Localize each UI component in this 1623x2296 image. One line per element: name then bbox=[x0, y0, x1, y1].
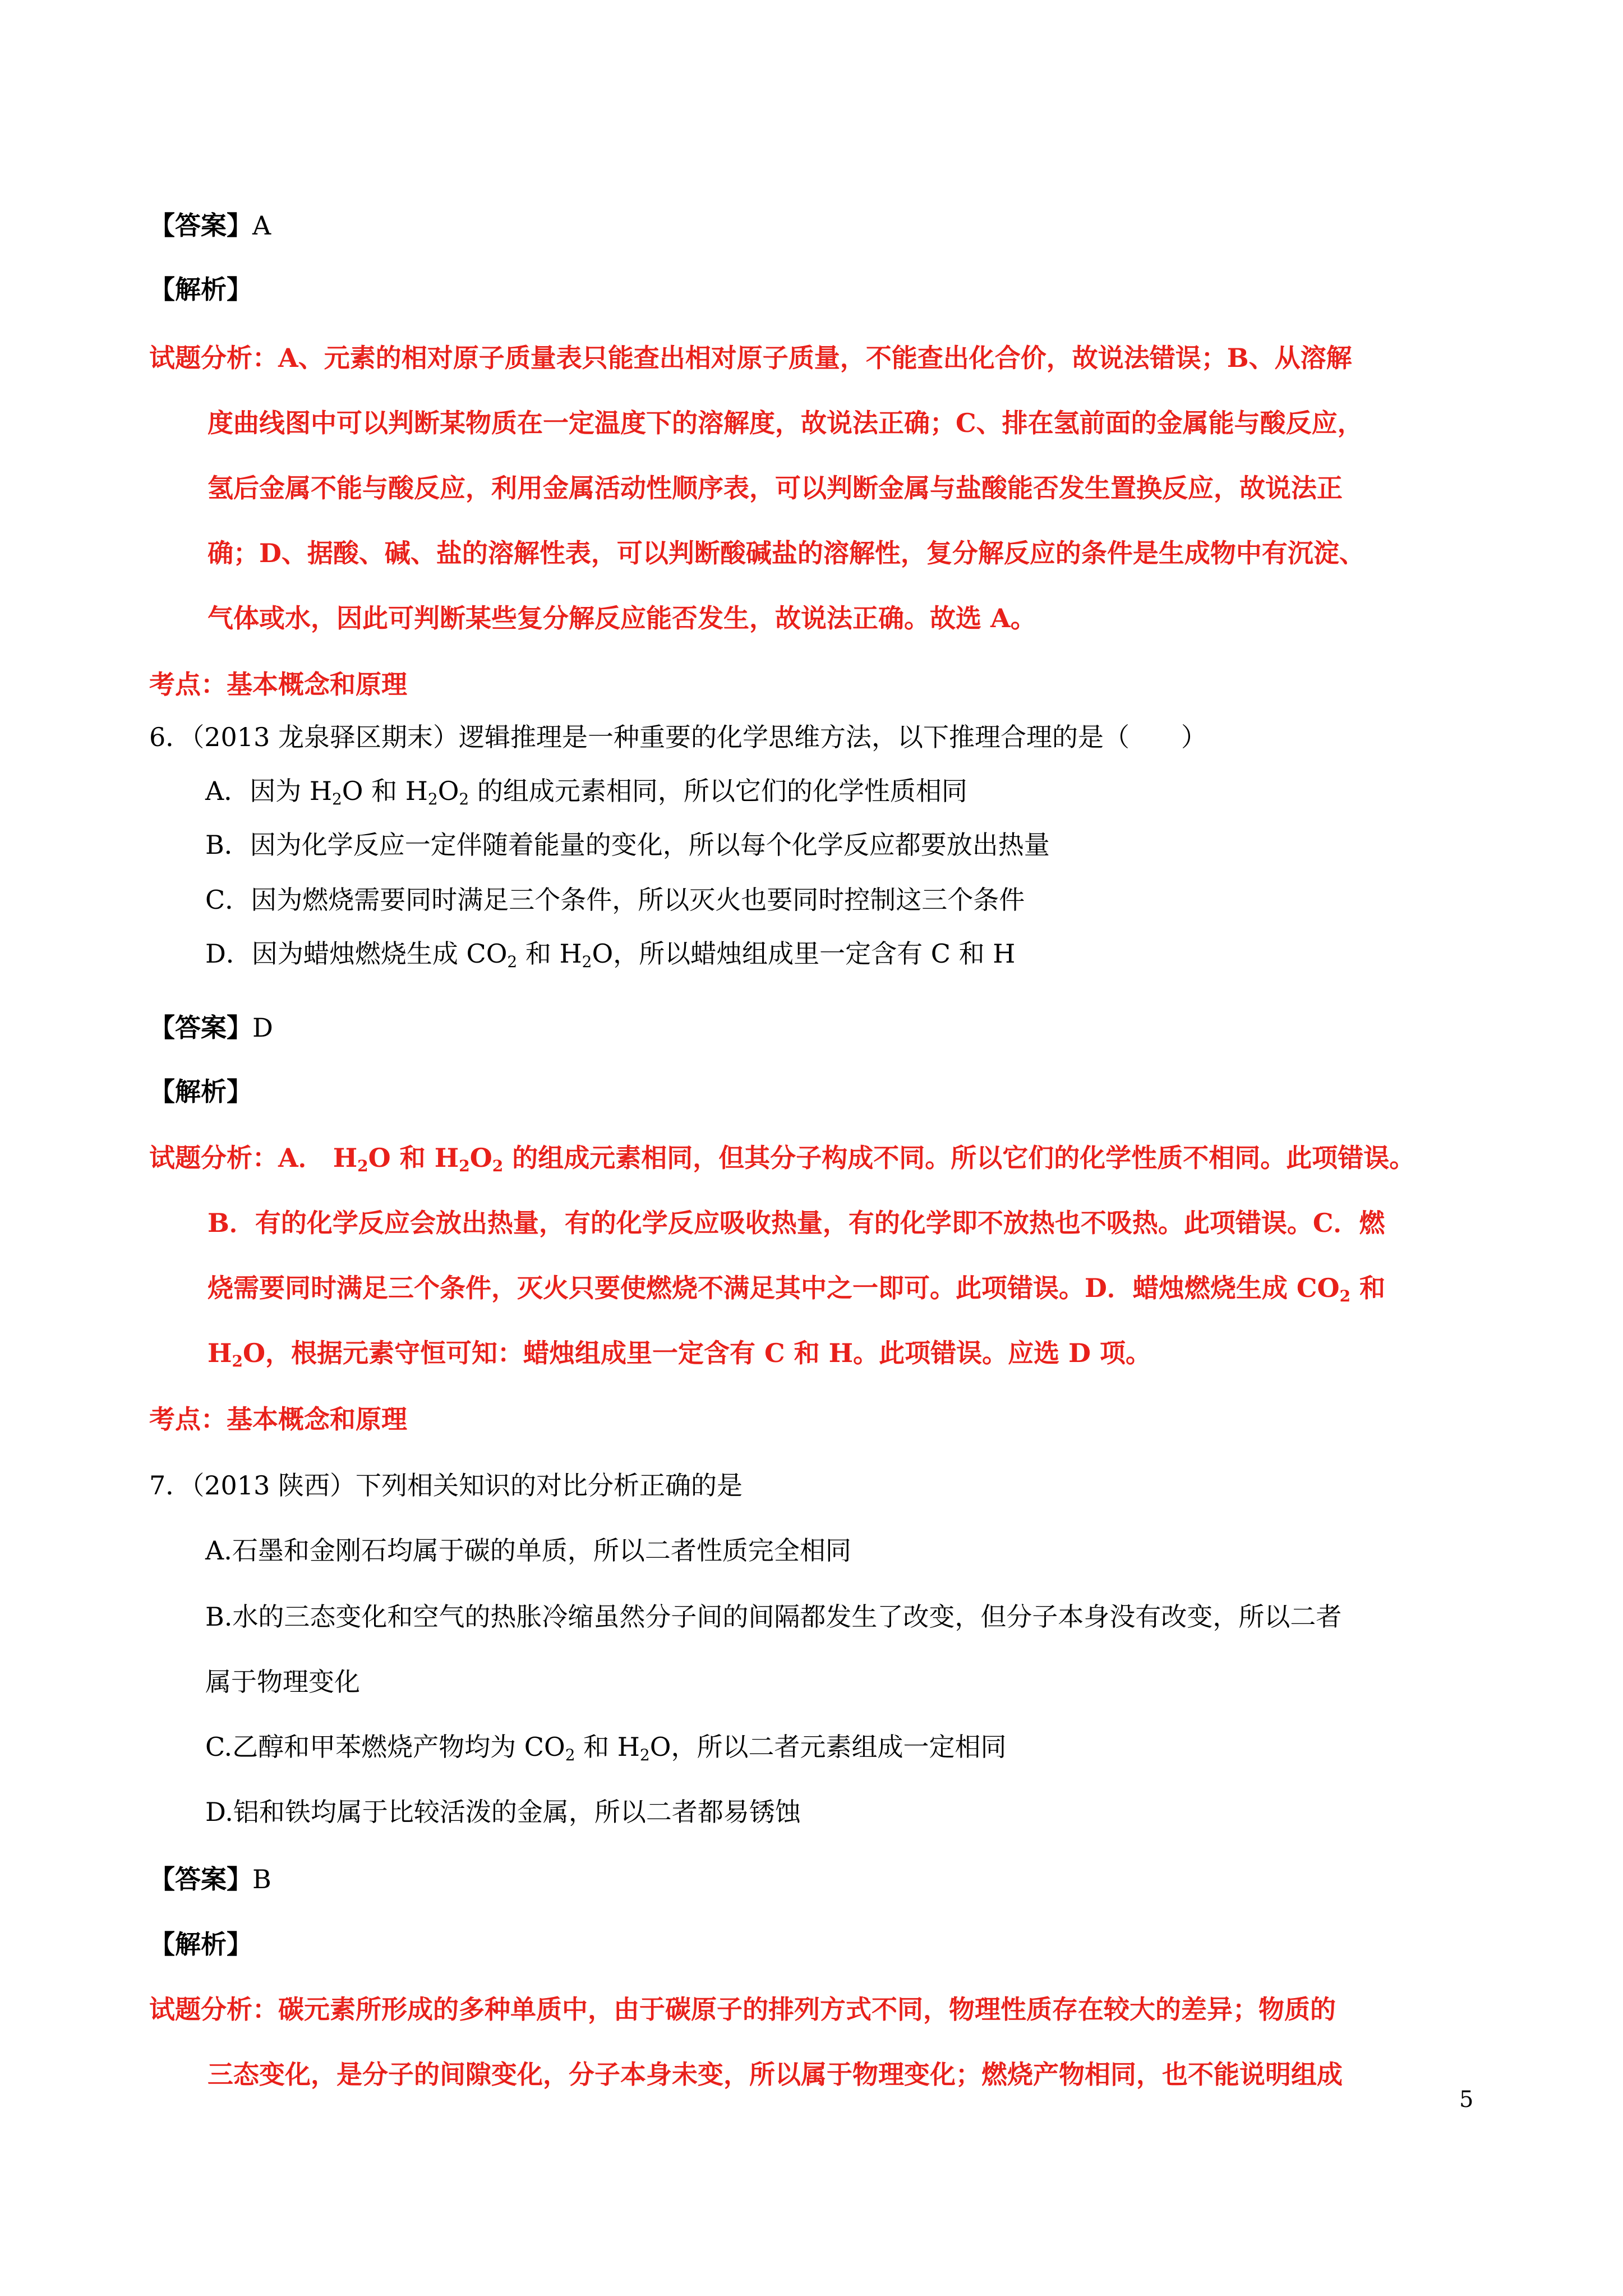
q7-option-b-line-2: 属于物理变化 bbox=[205, 1667, 360, 1697]
q6-option-a: A．因为 $H_2O$ 和 $H_2O_2$ 的组成元素相同，所以它们的化学性质相同 bbox=[205, 776, 967, 808]
q5-analysis-line-2: 度曲线图中可以判断某物质在一定温度下的溶解度，故说法正确；C、排在氢前面的金属能与酸反应， bbox=[208, 408, 1363, 438]
q6-option-b: B．因为化学反应一定伴随着能量的变化，所以每个化学反应都要放出热量 bbox=[205, 830, 1050, 860]
q7-answer: 【答案】B bbox=[149, 1864, 271, 1894]
q6-kaodian: 考点：基本概念和原理 bbox=[149, 1404, 407, 1434]
q5-analysis-line-3: 氢后金属不能与酸反应，利用金属活动性顺序表，可以判断金属与盐酸能否发生置换反应，故说法正 bbox=[208, 473, 1343, 503]
q6-analysis-label: 【解析】 bbox=[149, 1076, 252, 1107]
q6-analysis-line-4: $H_2O$，根据元素守恒可知：蜡烛组成里一定含有 C 和 H。此项错误。应选 D 项。 bbox=[208, 1338, 1152, 1370]
q5-kaodian: 考点：基本概念和原理 bbox=[149, 669, 407, 700]
q7-analysis-label: 【解析】 bbox=[149, 1929, 252, 1959]
q7-stem: 7．（2013 陕西）下列相关知识的对比分析正确的是 bbox=[149, 1470, 743, 1501]
page-number: 5 bbox=[1459, 2087, 1474, 2113]
q6-analysis-line-1: 试题分析：A． $H_2O$ 和 $H_2O_2$ 的组成元素相同，但其分子构成不同。所以它们的化学性质不相同。此项错误。 bbox=[149, 1143, 1415, 1175]
q5-analysis-label: 【解析】 bbox=[149, 274, 252, 305]
q5-analysis-line-5: 气体或水，因此可判断某些复分解反应能否发生，故说法正确。故选 A。 bbox=[208, 603, 1036, 633]
q5-analysis-line-1: 试题分析：A、元素的相对原子质量表只能查出相对原子质量，不能查出化合价，故说法错误；B、从溶解 bbox=[149, 343, 1352, 373]
q5-analysis-line-4: 确；D、据酸、碱、盐的溶解性表，可以判断酸碱盐的溶解性，复分解反应的条件是生成物中有沉淀、 bbox=[208, 538, 1365, 568]
q7-option-a: A.石墨和金刚石均属于碳的单质，所以二者性质完全相同 bbox=[205, 1535, 851, 1566]
q7-option-b-line-1: B.水的三态变化和空气的热胀冷缩虽然分子间的间隔都发生了改变，但分子本身没有改变，所以二者 bbox=[205, 1602, 1342, 1632]
q7-analysis-line-1: 试题分析：碳元素所形成的多种单质中，由于碳原子的排列方式不同，物理性质存在较大的差异；物质的 bbox=[149, 1994, 1336, 2024]
q6-stem: 6．（2013 龙泉驿区期末）逻辑推理是一种重要的化学思维方法，以下推理合理的是（ ） bbox=[149, 722, 1207, 752]
q6-analysis-line-2: B．有的化学反应会放出热量，有的化学反应吸收热量，有的化学即不放热也不吸热。此项错误。C．燃 bbox=[208, 1208, 1385, 1238]
q6-option-c: C．因为燃烧需要同时满足三个条件，所以灭火也要同时控制这三个条件 bbox=[205, 885, 1025, 915]
q5-answer: 【答案】A bbox=[149, 210, 271, 241]
q6-option-d: D．因为蜡烛燃烧生成 $CO_2$ 和 $H_2O$，所以蜡烛组成里一定含有 C 和 H bbox=[205, 938, 1016, 971]
q6-analysis-line-3: 烧需要同时满足三个条件，灭火只要使燃烧不满足其中之一即可。此项错误。D．蜡烛燃烧生成 $CO_2$ 和 bbox=[208, 1273, 1386, 1305]
q7-analysis-line-2: 三态变化，是分子的间隙变化，分子本身未变，所以属于物理变化；燃烧产物相同，也不能说明组成 bbox=[208, 2059, 1343, 2090]
q7-option-d: D.铝和铁均属于比较活泼的金属，所以二者都易锈蚀 bbox=[205, 1797, 801, 1827]
q6-answer: 【答案】D bbox=[149, 1013, 273, 1043]
q7-option-c: C.乙醇和甲苯燃烧产物均为 $CO_2$ 和 $H_2O$，所以二者元素组成一定相同 bbox=[205, 1732, 1007, 1764]
